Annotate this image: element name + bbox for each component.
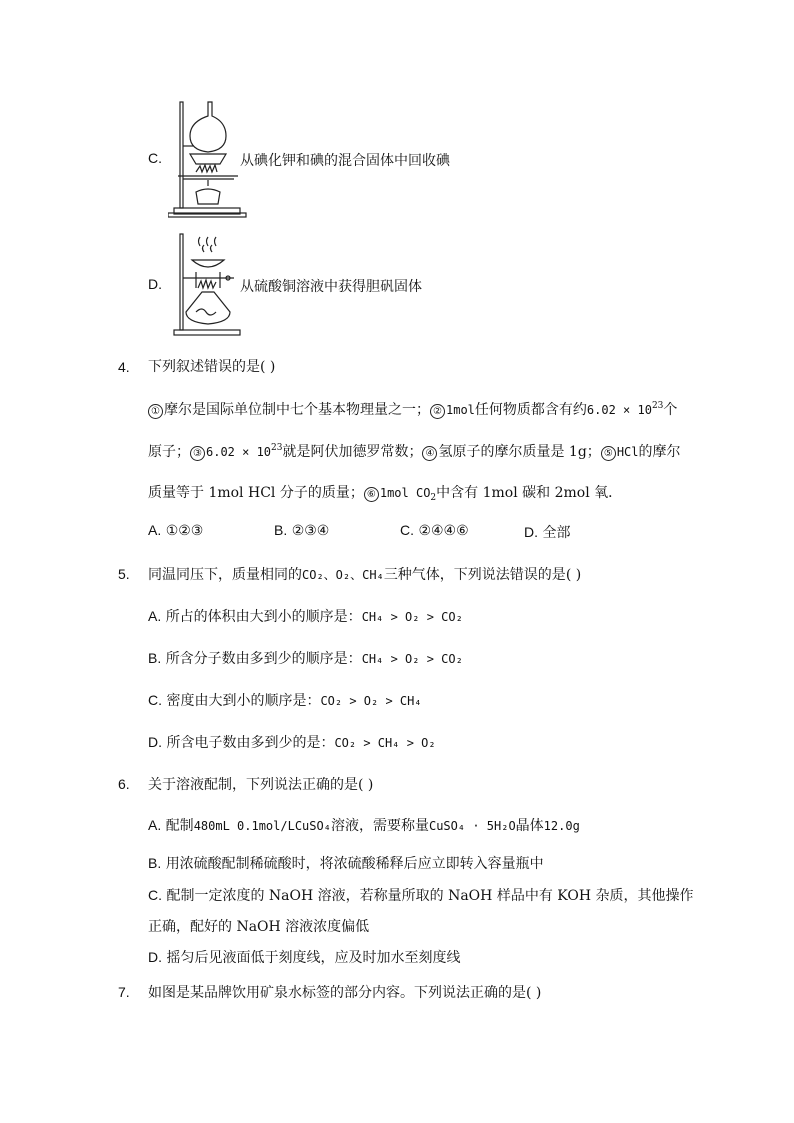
q5-number: 5. <box>118 566 130 582</box>
q4-number: 4. <box>118 359 130 375</box>
q5-option-b[interactable]: B. 所含分子数由多到少的顺序是：CH₄ > O₂ > CO₂ <box>148 650 463 667</box>
q4-statement-line-2: 原子； ③ $6.02 \times 10^{23}$就是阿伏加德罗常数； ④ 氢原子的摩尔质量是 1g； ⑤ HCl的摩尔 <box>148 443 681 460</box>
q4-option-c[interactable]: C. ②④④⑥ <box>400 522 469 539</box>
q4-statement-line-3: 质量等于 1mol HCl 分子的质量； ⑥ 1mol $CO_2$中含有 1mol 碳和 2mol 氧． <box>148 485 623 503</box>
q4-option-a[interactable]: A. ①②③ <box>148 522 204 539</box>
q4-option-d[interactable]: D. 全部 <box>524 524 571 541</box>
q5-option-d[interactable]: D. 所含电子数由多到少的是：CO₂ > CH₄ > O₂ <box>148 734 436 751</box>
q4-statement-line-1: ① 摩尔是国际单位制中七个基本物理量之一； ② 1mol任何物质都含有约$6.02 \times 10^{23}$个 <box>148 399 677 419</box>
evaporation-apparatus-figure <box>168 232 248 340</box>
q4-answer-paren: ( ) <box>260 359 276 375</box>
q6-stem: 关于溶液配制，下列说法正确的是( ) <box>148 777 374 793</box>
q5-answer-paren: ( ) <box>565 567 582 583</box>
sublimation-apparatus-figure <box>168 100 248 218</box>
q4-stem: 下列叙述错误的是( ) <box>148 359 276 375</box>
q7-answer-paren: ( ) <box>526 985 542 1001</box>
q7-number: 7. <box>118 984 130 1000</box>
q3-option-c-letter: C. <box>148 150 162 166</box>
q6-answer-paren: ( ) <box>358 777 374 793</box>
q4-option-b[interactable]: B. ②③④ <box>274 522 330 539</box>
q5-option-a[interactable]: A. 所占的体积由大到小的顺序是：CH₄ > O₂ > CO₂ <box>148 608 463 625</box>
q3-option-d-text: 从硫酸铜溶液中获得胆矾固体 <box>240 279 422 295</box>
q7-stem: 如图是某品牌饮用矿泉水标签的部分内容。下列说法正确的是( ) <box>148 985 542 1001</box>
q6-option-b[interactable]: B. 用浓硫酸配制稀硫酸时，将浓硫酸稀释后应立即转入容量瓶中 <box>148 855 544 872</box>
q6-number: 6. <box>118 776 130 792</box>
q6-option-a[interactable]: A. 配制480mL 0.1mol/LCuSO₄溶液，需要称量CuSO₄ · 5H₂O晶体12.0g <box>148 817 580 834</box>
q3-option-c-text: 从碘化钾和碘的混合固体中回收碘 <box>240 153 450 169</box>
q5-stem: 同温同压下，质量相同的CO₂、O₂、CH₄三种气体，下列说法错误的是( ) <box>148 567 582 583</box>
q5-option-c[interactable]: C. 密度由大到小的顺序是：CO₂ > O₂ > CH₄ <box>148 692 422 709</box>
q6-option-d[interactable]: D. 摇匀后见液面低于刻度线，应及时加水至刻度线 <box>148 949 461 966</box>
q6-option-c[interactable]: C. 配制一定浓度的 NaOH 溶液，若称量所取的 NaOH 样品中有 KOH 杂质，其他操作 <box>148 887 694 904</box>
q6-option-c-continuation: 正确，配好的 NaOH 溶液浓度偏低 <box>148 919 370 935</box>
q3-option-d-letter: D. <box>148 276 162 292</box>
